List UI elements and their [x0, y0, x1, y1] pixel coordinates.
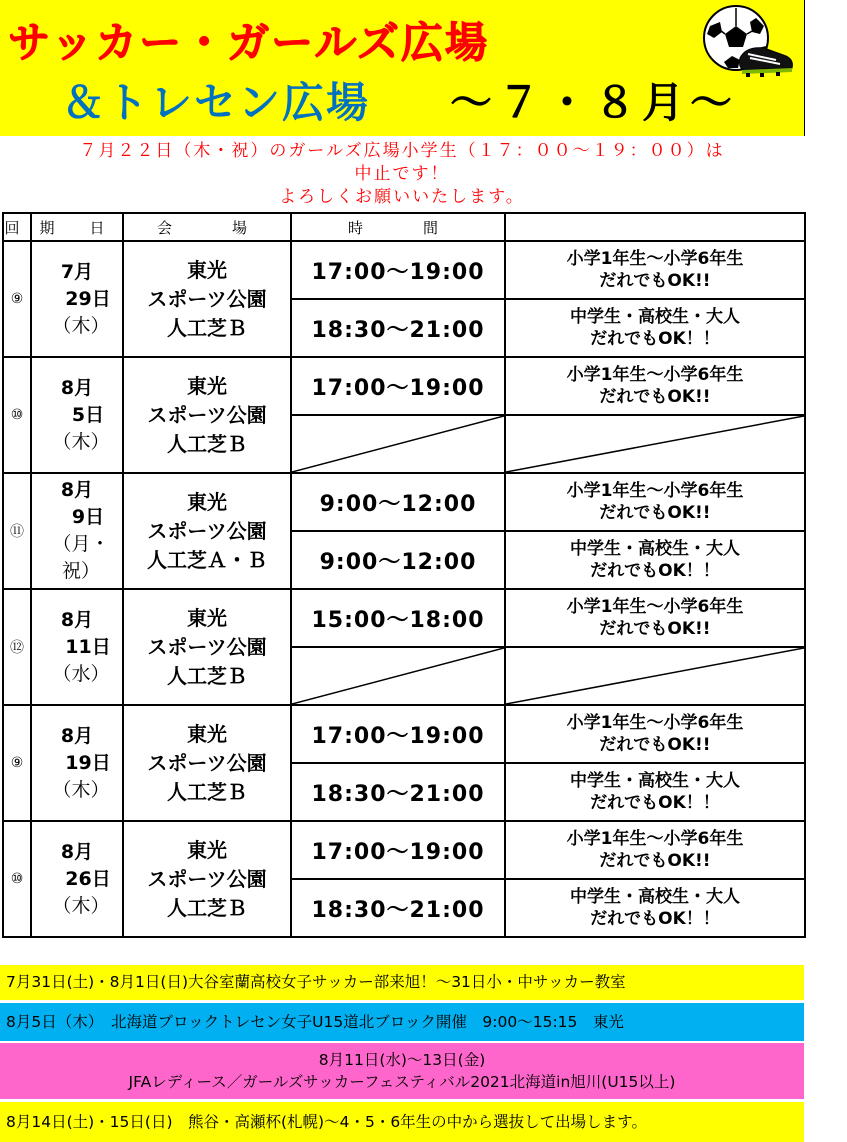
empty-slot-strike	[505, 415, 805, 473]
event-bar-3-title: JFAレディース／ガールズサッカーフェスティバル2021北海道in旭川(U15以上)	[128, 1073, 676, 1091]
venue-line: 人工芝Ｂ	[167, 895, 247, 920]
notice-line: よろしくお願いいたします。	[279, 187, 525, 207]
date-weekday: （木）	[52, 778, 110, 801]
header-round: 回	[3, 213, 31, 241]
venue-line: 東光	[187, 489, 227, 514]
target-line: だれでもOK!!	[599, 851, 711, 871]
session-number: ⑩	[3, 357, 31, 473]
target-line: だれでもOK！！	[590, 561, 720, 581]
notice-line: 中止です！	[354, 164, 450, 184]
time-slot: 9:00～12:00	[291, 473, 505, 531]
target-line: だれでもOK!!	[599, 619, 711, 639]
target-line: 小学1年生～小学6年生	[566, 481, 744, 501]
time-slot: 18:30～21:00	[291, 763, 505, 821]
page-subtitle: ＆トレセン広場	[62, 78, 371, 127]
table-row	[3, 821, 805, 879]
target-group	[505, 589, 805, 647]
target-group	[505, 821, 805, 879]
date-day: 11日	[65, 635, 111, 658]
target-line: だれでもOK!!	[599, 387, 711, 407]
empty-slot-strike	[291, 415, 505, 473]
date-month: 8月	[60, 608, 94, 631]
empty-slot-strike	[505, 647, 805, 705]
header-venue: 会 場	[123, 213, 291, 241]
session-number: ⑨	[3, 241, 31, 357]
table-row	[3, 473, 805, 531]
venue-line: スポーツ公園	[147, 634, 267, 659]
target-line: だれでもOK!!	[599, 271, 711, 291]
target-line: だれでもOK!!	[599, 503, 711, 523]
date-weekday: （木）	[52, 894, 110, 917]
time-slot: 15:00～18:00	[291, 589, 505, 647]
venue-line: 人工芝Ａ・Ｂ	[147, 547, 267, 572]
time-slot: 17:00～19:00	[291, 241, 505, 299]
target-group	[505, 241, 805, 299]
venue-line: 東光	[187, 373, 227, 398]
date-month: 8月	[60, 479, 94, 501]
session-venue	[123, 357, 291, 473]
session-number: ⑫	[3, 589, 31, 705]
time-slot: 17:00～19:00	[291, 357, 505, 415]
date-day: 5日	[71, 403, 105, 426]
venue-line: スポーツ公園	[147, 750, 267, 775]
header-time: 時 間	[291, 213, 505, 241]
date-month: 8月	[60, 724, 94, 747]
target-group	[505, 473, 805, 531]
notice-line: ７月２２日（木・祝）のガールズ広場小学生（１７：００～１９：００）は	[79, 141, 725, 161]
date-weekday: （水）	[52, 662, 110, 685]
title-months: ～７・８月～	[450, 78, 739, 127]
session-date	[31, 357, 123, 473]
soccer-cleat-icon	[736, 38, 796, 78]
session-date	[31, 589, 123, 705]
date-weekday: （月・祝）	[52, 533, 110, 582]
page-title: サッカー・ガールズ広場	[8, 18, 490, 67]
target-group	[505, 357, 805, 415]
date-day: 9日	[71, 506, 105, 528]
header-target	[505, 213, 805, 241]
target-line: だれでもOK！！	[590, 793, 720, 813]
time-slot: 17:00～19:00	[291, 705, 505, 763]
cancellation-notice	[0, 140, 804, 209]
table-row	[3, 589, 805, 647]
target-line: 小学1年生～小学6年生	[566, 365, 744, 385]
venue-line: スポーツ公園	[147, 518, 267, 543]
session-date	[31, 241, 123, 357]
date-day: 19日	[65, 751, 111, 774]
target-line: だれでもOK！！	[590, 329, 720, 349]
date-month: 7月	[60, 260, 94, 283]
target-group	[505, 531, 805, 589]
date-day: 29日	[65, 287, 111, 310]
empty-slot-strike	[291, 647, 505, 705]
target-line: 中学生・高校生・大人	[570, 307, 740, 327]
target-line: 中学生・高校生・大人	[570, 539, 740, 559]
time-slot: 18:30～21:00	[291, 299, 505, 357]
target-group	[505, 879, 805, 937]
venue-line: 人工芝Ｂ	[167, 431, 247, 456]
event-bar-1: 7月31日(土)・8月1日(日)大谷室蘭高校女子サッカー部来旭！～31日小・中サッカー教室	[0, 965, 804, 1000]
venue-line: 人工芝Ｂ	[167, 779, 247, 804]
session-venue	[123, 241, 291, 357]
venue-line: スポーツ公園	[147, 402, 267, 427]
time-slot: 9:00～12:00	[291, 531, 505, 589]
target-group	[505, 763, 805, 821]
time-slot: 17:00～19:00	[291, 821, 505, 879]
target-line: 小学1年生～小学6年生	[566, 713, 744, 733]
schedule-table	[2, 212, 806, 938]
table-header-row	[3, 213, 805, 241]
table-row	[3, 357, 805, 415]
target-line: 小学1年生～小学6年生	[566, 597, 744, 617]
table-row	[3, 705, 805, 763]
venue-line: 東光	[187, 721, 227, 746]
table-row	[3, 241, 805, 299]
event-bar-2: 8月5日（木） 北海道ブロックトレセン女子U15道北ブロック開催 9:00～15:15 東光	[0, 1003, 804, 1041]
session-number: ⑪	[3, 473, 31, 589]
date-weekday: （木）	[52, 430, 110, 453]
venue-line: 東光	[187, 837, 227, 862]
target-group	[505, 299, 805, 357]
target-line: 小学1年生～小学6年生	[566, 249, 744, 269]
session-venue	[123, 705, 291, 821]
target-line: だれでもOK!!	[599, 735, 711, 755]
venue-line: 東光	[187, 257, 227, 282]
title-banner	[0, 0, 805, 136]
session-date	[31, 473, 123, 589]
venue-line: 人工芝Ｂ	[167, 315, 247, 340]
venue-line: スポーツ公園	[147, 286, 267, 311]
session-venue	[123, 589, 291, 705]
target-line: 小学1年生～小学6年生	[566, 829, 744, 849]
venue-line: 東光	[187, 605, 227, 630]
session-venue	[123, 821, 291, 937]
event-bar-3-date: 8月11日(水)～13日(金)	[318, 1051, 486, 1069]
target-line: 中学生・高校生・大人	[570, 887, 740, 907]
target-group	[505, 705, 805, 763]
session-number: ⑩	[3, 821, 31, 937]
date-month: 8月	[60, 376, 94, 399]
date-month: 8月	[60, 840, 94, 863]
header-date: 期 日	[31, 213, 123, 241]
target-line: だれでもOK！！	[590, 909, 720, 929]
target-line: 中学生・高校生・大人	[570, 771, 740, 791]
session-date	[31, 821, 123, 937]
venue-line: 人工芝Ｂ	[167, 663, 247, 688]
session-date	[31, 705, 123, 821]
event-bar-3	[0, 1043, 804, 1099]
date-weekday: （木）	[52, 314, 110, 337]
venue-line: スポーツ公園	[147, 866, 267, 891]
time-slot: 18:30～21:00	[291, 879, 505, 937]
event-bar-4: 8月14日(土)・15日(日) 熊谷・高瀬杯(札幌)～4・5・6年生の中から選抜して出場します。	[0, 1102, 804, 1142]
date-day: 26日	[65, 867, 111, 890]
session-venue	[123, 473, 291, 589]
session-number: ⑨	[3, 705, 31, 821]
